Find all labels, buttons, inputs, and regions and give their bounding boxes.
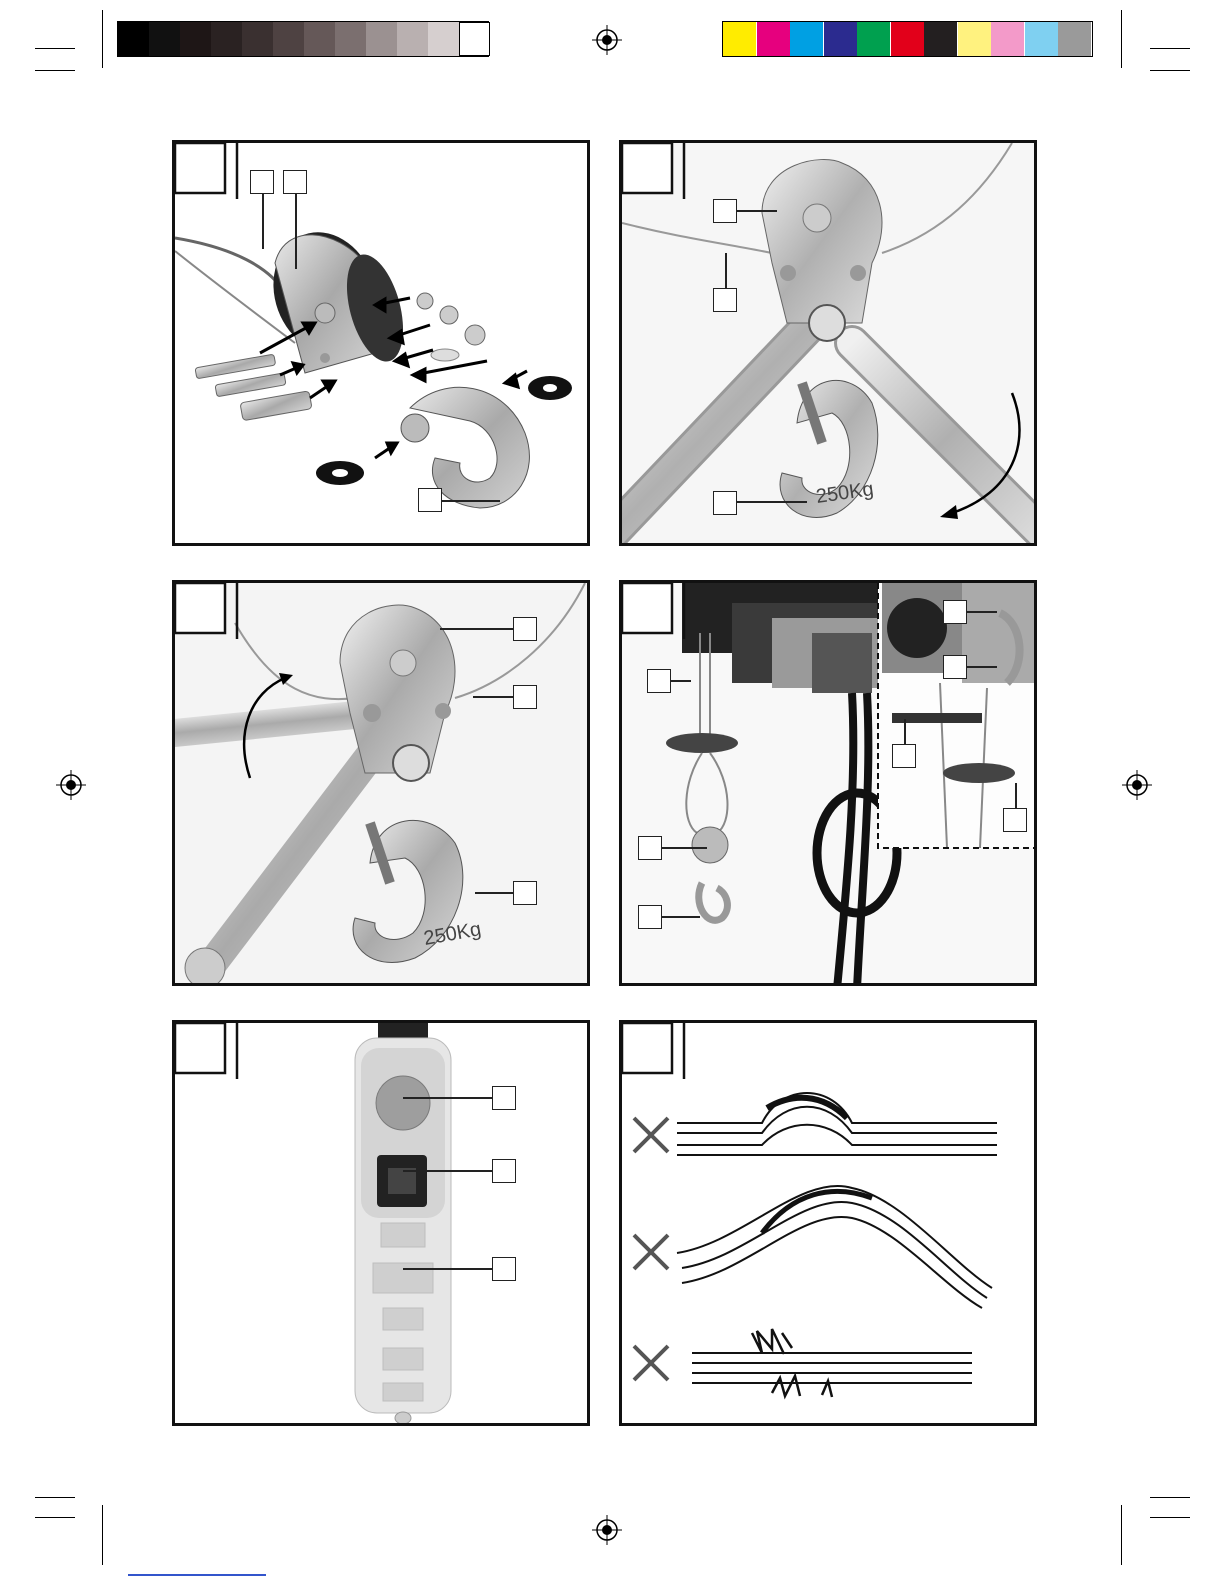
callout-box	[713, 288, 737, 312]
color-swatch	[958, 22, 991, 56]
figure-panel-4	[619, 580, 1037, 986]
cross-mark	[634, 1235, 668, 1269]
leader-line	[475, 892, 513, 894]
pendant-switch-photo	[175, 1023, 590, 1426]
color-swatch	[790, 22, 823, 56]
leader-line	[295, 194, 297, 269]
leader-line	[967, 611, 997, 613]
leader-line	[440, 628, 513, 630]
leader-line	[262, 194, 264, 249]
color-swatch	[857, 22, 890, 56]
callout-box	[713, 199, 737, 223]
callout-box	[943, 600, 967, 624]
figure-panel-6	[619, 1020, 1037, 1426]
color-swatch	[1058, 22, 1091, 56]
callout-box	[492, 1086, 516, 1110]
color-swatch	[924, 22, 957, 56]
pulley-bolt-illustration	[175, 583, 590, 986]
callout-box	[418, 488, 442, 512]
damaged-rope-illustrations	[622, 1023, 1037, 1426]
callout-box	[513, 881, 537, 905]
cross-mark	[634, 1118, 668, 1152]
callout-box	[283, 170, 307, 194]
registration-mark-bottom	[592, 1515, 622, 1545]
callout-box	[892, 744, 916, 768]
leader-line	[403, 1170, 492, 1172]
leader-line	[473, 696, 513, 698]
color-swatch	[757, 22, 790, 56]
callout-box	[638, 836, 662, 860]
callout-box	[1003, 808, 1027, 832]
leader-line	[403, 1097, 492, 1099]
gray-swatch	[211, 22, 242, 56]
gray-swatch	[335, 22, 366, 56]
gray-swatch	[118, 22, 149, 56]
gray-swatch	[366, 22, 397, 56]
leader-line	[904, 719, 906, 744]
gray-swatch	[273, 22, 304, 56]
leader-line	[967, 666, 997, 668]
gray-swatch	[459, 22, 490, 56]
figure-number-tab	[175, 583, 243, 639]
leader-line	[671, 680, 691, 682]
gray-swatch	[397, 22, 428, 56]
figure-number-tab	[175, 143, 243, 199]
kinked-rope	[677, 1093, 997, 1155]
callout-box	[713, 491, 737, 515]
leader-line	[442, 500, 500, 502]
hook-capacity-marking: 250Kg	[814, 478, 875, 508]
gray-swatch	[180, 22, 211, 56]
figure-number-tab	[622, 583, 690, 639]
figure-panel-3	[172, 580, 590, 986]
gray-swatch	[304, 22, 335, 56]
gray-swatch	[242, 22, 273, 56]
figure-panel-2	[619, 140, 1037, 546]
figure-panel-5	[172, 1020, 590, 1426]
figure-number-tab	[622, 143, 690, 199]
figure-panel-1	[172, 140, 590, 546]
callout-box	[492, 1257, 516, 1281]
pulley-exploded-illustration	[175, 143, 590, 546]
registration-mark-left	[56, 770, 86, 800]
gray-swatch	[149, 22, 180, 56]
color-swatch	[991, 22, 1024, 56]
bent-rope	[677, 1186, 992, 1308]
leader-line	[737, 501, 807, 503]
callout-box	[638, 905, 662, 929]
figure-number-tab	[175, 1023, 243, 1079]
callout-box	[513, 685, 537, 709]
color-swatch	[723, 22, 756, 56]
hook-capacity-marking: 250Kg	[422, 918, 483, 950]
color-swatch	[891, 22, 924, 56]
registration-mark-right	[1122, 770, 1152, 800]
callout-box	[492, 1159, 516, 1183]
callout-box	[250, 170, 274, 194]
leader-line	[1015, 783, 1017, 808]
cross-mark	[634, 1346, 668, 1380]
leader-line	[403, 1268, 492, 1270]
footer-link-underline	[128, 1574, 266, 1576]
leader-line	[662, 916, 700, 918]
color-swatch	[1025, 22, 1058, 56]
callout-box	[943, 655, 967, 679]
gray-swatch	[428, 22, 459, 56]
callout-box	[513, 617, 537, 641]
figure-number-tab	[622, 1023, 690, 1079]
leader-line	[737, 210, 777, 212]
registration-mark-top	[592, 25, 622, 55]
frayed-rope	[692, 1329, 972, 1397]
leader-line	[725, 253, 727, 288]
pulley-wrench-illustration	[622, 143, 1037, 546]
callout-box	[647, 669, 671, 693]
color-swatch	[824, 22, 857, 56]
leader-line	[662, 847, 707, 849]
hoist-installation-photo	[622, 583, 1037, 986]
